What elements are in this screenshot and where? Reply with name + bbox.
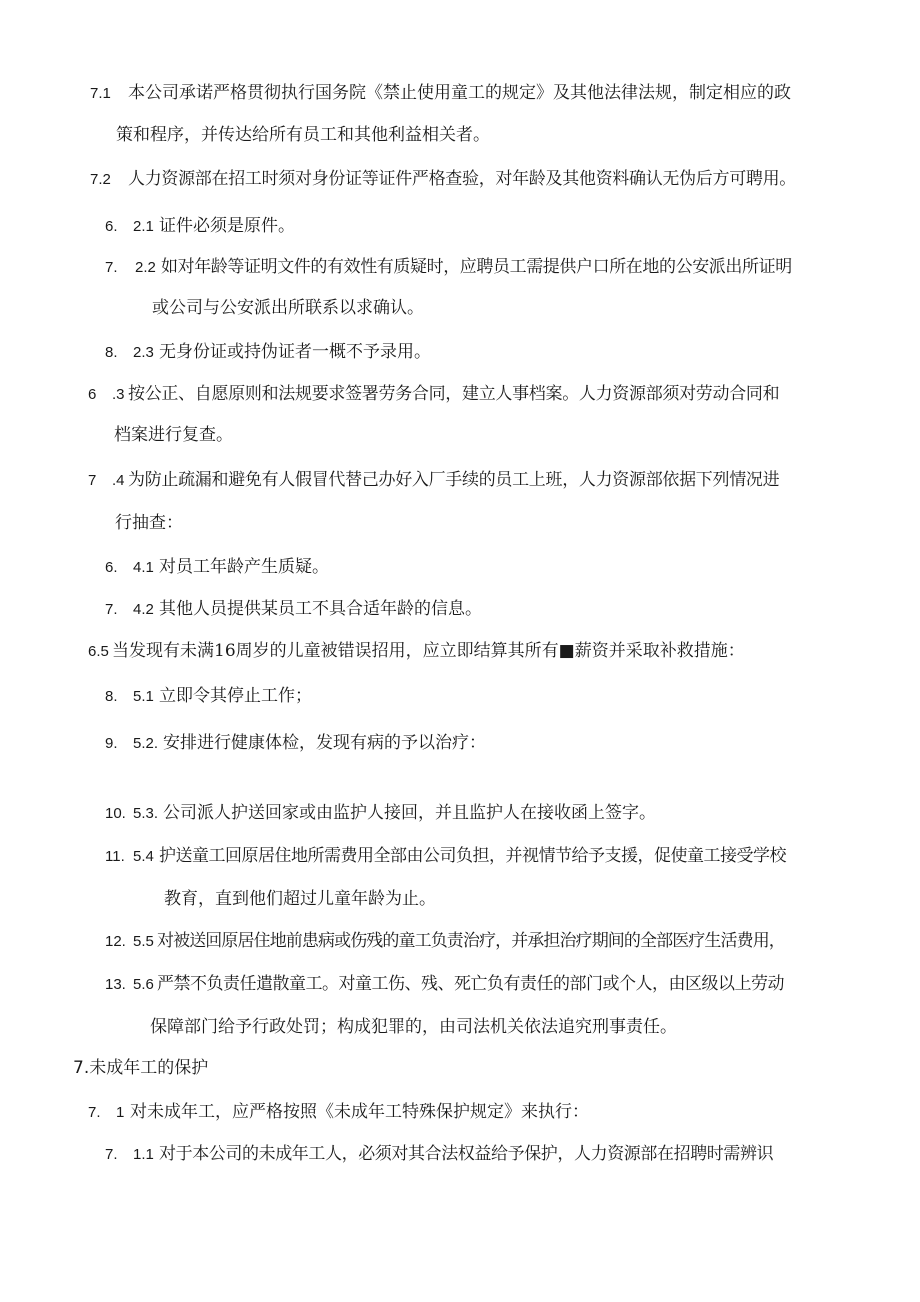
clause-6-3-cont (114, 424, 233, 446)
clause-number: 5.2. (133, 735, 159, 752)
clause-7-2 (90, 168, 796, 191)
clause-text: 当发现有未满16周岁的儿童被错误招用，应立即结算其所有■薪资并采取补救措施： (112, 641, 745, 661)
list-number: 11. (105, 848, 125, 865)
clause-number: 7.2 (90, 171, 111, 188)
clause-6-3 (88, 383, 779, 406)
clause-number: 1.1 (133, 1146, 154, 1163)
clause-number: 6.5 (88, 643, 109, 660)
clause-text: 策和程序，并传达给所有员工和其他利益相关者。 (116, 125, 490, 145)
clause-7-1-1 (105, 1143, 773, 1166)
clause-2-1 (105, 215, 295, 238)
clause-text: 档案进行复查。 (114, 425, 233, 445)
clause-text: 其他人员提供某员工不具合适年龄的信息。 (159, 599, 482, 619)
clause-text: 为防止疏漏和避免有人假冒代替己办好入厂手续的员工上班，人力资源部依据下列情况进 (128, 470, 780, 490)
clause-text: 对被送回原居住地前患病或伤残的童工负责治疗，并承担治疗期间的全部医疗生活费用， (157, 931, 785, 951)
clause-number: 5.4 (133, 848, 154, 865)
section-7-heading (73, 1057, 208, 1079)
clause-4-2 (105, 598, 482, 621)
clause-text: 护送童工回原居住地所需费用全部由公司负担，并视情节给予支援，促使童工接受学校 (159, 846, 786, 866)
clause-number: 7.1 (90, 85, 111, 102)
clause-number: 2.2 (135, 259, 156, 276)
clause-text: 对于本公司的未成年工人，必须对其合法权益给予保护，人力资源部在招聘时需辨识 (159, 1144, 774, 1164)
clause-text: 人力资源部在招工时须对身份证等证件严格查验，对年龄及其他资料确认无伪后方可聘用。 (128, 169, 796, 189)
clause-text: 对员工年龄产生质疑。 (159, 557, 329, 577)
clause-5-2 (105, 732, 486, 755)
clause-text: 保障部门给予行政处罚；构成犯罪的，由司法机关依法追究刑事责任。 (150, 1017, 677, 1037)
list-number: 8. (105, 344, 118, 361)
clause-number: 5.6 (133, 976, 154, 993)
clause-6-5 (88, 640, 745, 663)
clause-text: 行抽查： (115, 513, 183, 533)
list-number: 13. (105, 976, 126, 993)
clause-text: 严禁不负责任遣散童工。对童工伤、残、死亡负有责任的部门或个人，由区级以上劳动 (157, 974, 784, 994)
list-number: 8. (105, 688, 118, 705)
clause-number: 2.3 (133, 344, 154, 361)
clause-5-3 (105, 802, 656, 825)
list-number: 10. (105, 805, 126, 822)
clause-5-5 (105, 930, 785, 953)
clause-2-2 (105, 256, 792, 279)
clause-number: 2.1 (133, 218, 154, 235)
clause-text: 公司派人护送回家或由监护人接回，并且监护人在接收函上签字。 (163, 803, 656, 823)
clause-4-1 (105, 556, 329, 579)
clause-text: 安排进行健康体检，发现有病的予以治疗： (163, 733, 486, 753)
clause-text: 按公正、自愿原则和法规要求签署劳务合同，建立人事档案。人力资源部须对劳动合同和 (128, 384, 780, 404)
clause-7-4-cont (115, 512, 183, 534)
list-number: 7 (88, 472, 97, 489)
clause-2-2-cont (152, 297, 424, 319)
clause-text: 本公司承诺严格贯彻执行国务院《禁止使用童工的规定》及其他法律法规，制定相应的政 (128, 83, 791, 103)
clause-text: 立即令其停止工作； (159, 686, 312, 706)
clause-text: 证件必须是原件。 (159, 216, 295, 236)
clause-5-4-cont (164, 888, 436, 910)
clause-text: 教育，直到他们超过儿童年龄为止。 (164, 889, 436, 909)
list-number: 7. (105, 259, 118, 276)
clause-number: .3 (112, 386, 125, 403)
list-number: 6. (105, 218, 118, 235)
section-number: 7. (73, 1058, 90, 1078)
clause-5-1 (105, 685, 312, 708)
clause-7-1 (90, 82, 791, 105)
list-number: 6. (105, 559, 118, 576)
list-number: 7. (105, 1146, 118, 1163)
list-number: 6 (88, 386, 97, 403)
list-number: 7. (88, 1104, 101, 1121)
clause-number: 4.2 (133, 601, 154, 618)
clause-2-3 (105, 341, 431, 364)
clause-7-4 (88, 469, 779, 492)
clause-7-section-1 (88, 1101, 589, 1124)
clause-text: 如对年龄等证明文件的有效性有质疑时，应聘员工需提供户口所在地的公安派出所证明 (161, 257, 792, 277)
clause-number: .4 (112, 472, 125, 489)
clause-5-4 (105, 845, 786, 868)
clause-text: 无身份证或持伪证者一概不予录用。 (159, 342, 431, 362)
list-number: 7. (105, 601, 118, 618)
clause-number: 5.3. (133, 805, 159, 822)
clause-number: 4.1 (133, 559, 154, 576)
clause-number: 5.1 (133, 688, 154, 705)
clause-text: 对未成年工，应严格按照《未成年工特殊保护规定》来执行： (130, 1102, 589, 1122)
clause-number: 1 (116, 1104, 125, 1121)
clause-5-6 (105, 973, 784, 996)
clause-number: 5.5 (133, 933, 154, 950)
clause-5-6-cont (150, 1016, 677, 1038)
list-number: 9. (105, 735, 118, 752)
clause-text: 或公司与公安派出所联系以求确认。 (152, 298, 424, 318)
list-number: 12. (105, 933, 126, 950)
section-title: 未成年工的保护 (89, 1058, 209, 1078)
clause-7-1-cont (116, 124, 490, 146)
